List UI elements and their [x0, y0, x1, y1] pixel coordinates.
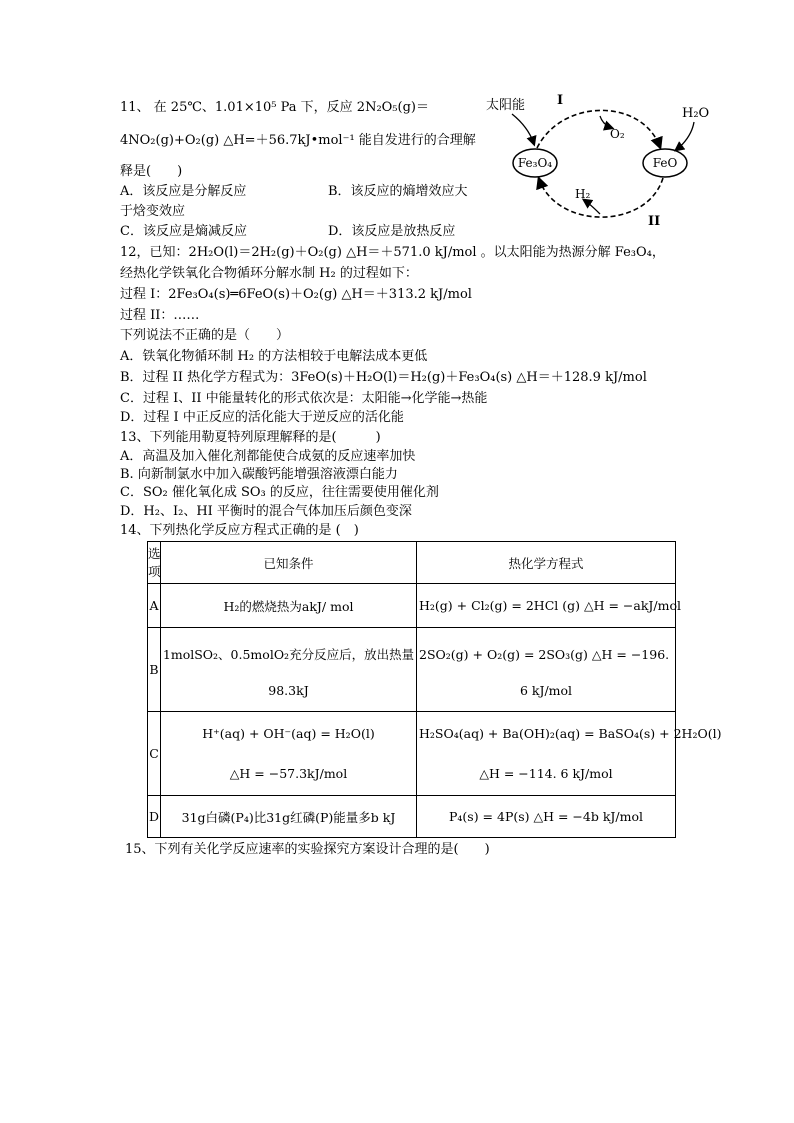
- q12-process-1: 过程 I：2Fe₃O₄(s)═6FeO(s)＋O₂(g) △H＝＋313.2 kJ/mol: [120, 287, 472, 302]
- row-b-condition-line1: 1molSO₂、0.5molO₂充分反应后，放出热量: [162, 646, 415, 662]
- q12-stem-line1: 12，已知：2H₂O(l)＝2H₂(g)＋O₂(g) △H＝＋571.0 kJ/mol 。以太阳能为热源分解 Fe₃O₄，: [120, 245, 665, 260]
- row-c-condition-cell: [161, 712, 417, 796]
- q12-option-b: B．过程 II 热化学方程式为：3FeO(s)＋H₂O(l)＝H₂(g)＋Fe₃O₄(s) △H＝＋128.9 kJ/mol: [120, 370, 647, 385]
- upper-cycle-arrow: [537, 110, 660, 148]
- row-d-condition: 31g白磷(P₄)比31g红磷(P)能量多b kJ: [161, 796, 417, 838]
- row-b-equation-cell: [417, 628, 676, 712]
- fe3o4-label: Fe₃O₄: [517, 156, 553, 170]
- row-c-equation-line1: H₂SO₄(aq) + Ba(OH)₂(aq) = BaSO₄(s) + 2H₂O(l): [419, 725, 722, 741]
- q13-option-d: D．H₂、I₂、HI 平衡时的混合气体加压后颜色变深: [120, 504, 412, 519]
- q13-option-b: B. 向新制氯水中加入碳酸钙能增强溶液漂白能力: [120, 467, 398, 482]
- q12-option-a: A．铁氧化物循环制 H₂ 的方法相较于电解法成本更低: [120, 349, 428, 364]
- table-row: [148, 796, 676, 838]
- q12-option-d: D．过程 I 中正反应的活化能大于逆反应的活化能: [120, 410, 404, 425]
- q11-option-d: D．该反应是放热反应: [328, 224, 456, 239]
- row-a-equation: H₂(g) + Cl₂(g) = 2HCl (g) △H = −akJ/mol: [417, 584, 676, 628]
- table-row: [148, 584, 676, 628]
- row-b-condition-line2: 98.3kJ: [268, 682, 309, 698]
- diagram-roman-2: II: [648, 214, 661, 229]
- diagram-roman-1: I: [557, 93, 564, 108]
- sun-input-arrow: [512, 114, 534, 144]
- diagram-o2-label: O₂: [610, 127, 625, 141]
- table-row: [148, 628, 676, 712]
- row-a-option: A: [148, 584, 161, 628]
- q13-stem: 13、下列能用勒夏特列原理解释的是( ): [120, 430, 381, 445]
- q11-option-b: B．该反应的熵增效应大: [328, 184, 468, 199]
- feo-label: FeO: [652, 156, 678, 170]
- table-header-row: [148, 542, 676, 584]
- q12-question: 下列说法不正确的是（ ）: [120, 328, 290, 343]
- q11-option-b-cont: 于焓变效应: [120, 204, 186, 219]
- row-d-option: D: [148, 796, 161, 838]
- q11-stem-line3: 释是( ): [120, 164, 183, 179]
- header-option-char-2: 项: [148, 563, 161, 579]
- cycle-diagram-svg: [482, 92, 722, 236]
- header-option-char-1: 选: [148, 545, 161, 561]
- h2o-input-arrow: [676, 122, 694, 150]
- q14-table-grid: [147, 541, 722, 838]
- row-c-condition-line1: H⁺(aq) + OH⁻(aq) = H₂O(l): [202, 725, 375, 741]
- header-option-cell: [148, 542, 161, 584]
- row-d-equation: P₄(s) = 4P(s) △H = −4b kJ/mol: [417, 796, 676, 838]
- q13-option-a: A．高温及加入催化剂都能使合成氨的反应速率加快: [120, 449, 416, 464]
- row-c-equation-line2: △H = −114. 6 kJ/mol: [479, 765, 613, 781]
- q11-option-a: A．该反应是分解反应: [120, 184, 247, 199]
- q12-option-c: C．过程 I、II 中能量转化的形式依次是：太阳能→化学能→热能: [120, 391, 488, 406]
- row-b-option: B: [148, 628, 161, 712]
- row-b-condition-cell: [161, 628, 417, 712]
- diagram-sun-label: 太阳能: [486, 98, 526, 113]
- lower-cycle-arrow: [539, 178, 663, 217]
- q11-option-c: C．该反应是熵减反应: [120, 224, 247, 239]
- header-equation: 热化学方程式: [417, 542, 676, 584]
- fe-oxide-cycle-diagram: [482, 92, 722, 236]
- row-c-option: C: [148, 712, 161, 796]
- row-b-equation-line1: 2SO₂(g) + O₂(g) = 2SO₃(g) △H = −196.: [419, 646, 670, 662]
- row-c-equation-cell: [417, 712, 722, 796]
- table-row: [148, 712, 676, 796]
- q12-stem-line2: 经热化学铁氧化合物循环分解水制 H₂ 的过程如下：: [120, 266, 418, 281]
- q14-table: [147, 541, 722, 837]
- q11-stem-line1: 11、 在 25℃、1.01×10⁵ Pa 下，反应 2N₂O₅(g)＝: [120, 100, 429, 115]
- h2-output-arrow: [584, 200, 600, 214]
- row-a-condition: H₂的燃烧热为akJ/ mol: [161, 584, 417, 628]
- q13-option-c: C．SO₂ 催化氧化成 SO₃ 的反应，往往需要使用催化剂: [120, 485, 439, 500]
- q15-stem: 15、下列有关化学反应速率的实验探究方案设计合理的是( ): [125, 842, 490, 857]
- diagram-h2-label: H₂: [575, 187, 591, 201]
- q11-stem-line2: 4NO₂(g)+O₂(g) △H=＋56.7kJ•mol⁻¹ 能自发进行的合理解: [120, 133, 476, 148]
- header-condition: 已知条件: [161, 542, 417, 584]
- q12-process-2: 过程 II：……: [120, 308, 200, 323]
- row-b-equation-line2: 6 kJ/mol: [519, 682, 573, 698]
- row-c-condition-line2: △H = −57.3kJ/mol: [229, 765, 348, 781]
- diagram-h2o-label: H₂O: [682, 106, 710, 121]
- q14-stem: 14、下列热化学反应方程式正确的是 ( ): [120, 523, 359, 538]
